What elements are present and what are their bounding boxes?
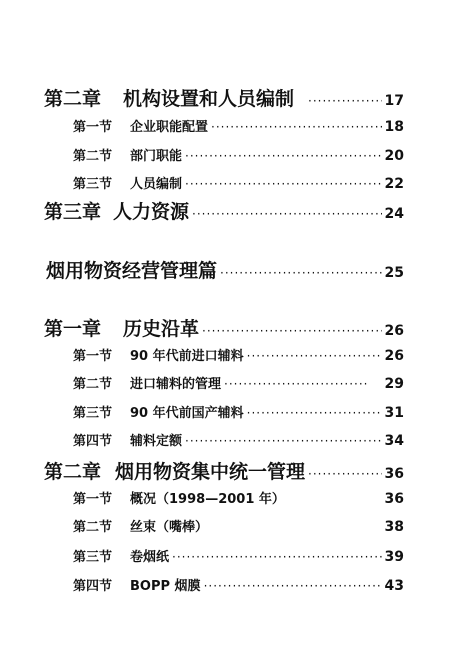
page-number: 29 — [384, 376, 404, 392]
page-number: 36 — [384, 491, 404, 507]
page-number: 17 — [384, 93, 404, 109]
section-title: 进口辅料的管理 — [130, 377, 222, 392]
toc-entry-chapter-1-history — [0, 314, 450, 341]
section-number: 第二节 — [73, 149, 113, 164]
section-title: 人员编制 — [130, 177, 183, 192]
section-number: 第一节 — [73, 492, 113, 507]
toc-entry-section — [0, 145, 450, 164]
chapter-title: 历史沿革 — [123, 318, 200, 340]
section-number: 第四节 — [73, 434, 113, 449]
page-number: 43 — [384, 578, 404, 594]
dot-leader — [185, 149, 381, 163]
page-number: 39 — [384, 549, 404, 565]
chapter-number: 第三章 — [44, 201, 102, 223]
section-number: 第二节 — [73, 520, 113, 535]
dot-leader — [185, 434, 381, 448]
toc-entry-chapter-2-centralized — [0, 457, 450, 484]
page-number: 20 — [384, 148, 404, 164]
section-title: 概况（1998—2001 年） — [130, 492, 285, 507]
toc-entry-section — [0, 488, 450, 507]
dot-leader — [220, 266, 382, 280]
dot-leader — [247, 406, 382, 420]
section-title: 卷烟纸 — [130, 550, 170, 565]
section-number: 第三节 — [73, 406, 113, 421]
page-number: 34 — [384, 433, 404, 449]
section-number: 第二节 — [73, 377, 113, 392]
toc-entry-section — [0, 430, 450, 449]
toc-entry-section — [0, 116, 450, 135]
toc-entry-part — [0, 256, 450, 283]
chapter-number: 第二章 — [44, 88, 102, 110]
chapter-title: 机构设置和人员编制 — [123, 88, 295, 110]
chapter-title: 烟用物资集中统一管理 — [115, 461, 306, 483]
section-title: 90 年代前国产辅料 — [130, 406, 244, 421]
page-number: 26 — [384, 348, 404, 364]
dot-leader — [172, 550, 381, 564]
part-title: 烟用物资经营管理篇 — [46, 260, 218, 282]
toc-entry-section — [0, 516, 450, 535]
toc-entry-section — [0, 546, 450, 565]
toc-entry-chapter-2-org — [0, 84, 450, 111]
section-title: BOPP 烟膜 — [130, 579, 201, 594]
section-number: 第三节 — [73, 177, 113, 192]
dot-leader — [185, 177, 381, 191]
page-number: 25 — [384, 265, 404, 281]
page-number: 24 — [384, 206, 404, 222]
page-number: 31 — [384, 405, 404, 421]
page-number: 36 — [384, 466, 404, 482]
section-title: 部门职能 — [130, 149, 183, 164]
chapter-title: 人力资源 — [113, 201, 190, 223]
toc-entry-chapter-3 — [0, 197, 450, 224]
toc-entry-section — [0, 575, 450, 594]
dot-leader — [204, 579, 382, 593]
page-number: 22 — [384, 176, 404, 192]
dot-leader — [308, 467, 381, 481]
dot-leader — [308, 94, 381, 108]
toc-entry-section — [0, 173, 450, 192]
section-title: 辅料定额 — [130, 434, 183, 449]
dot-leader — [211, 120, 381, 134]
toc-entry-section — [0, 373, 450, 392]
section-title: 90 年代前进口辅料 — [130, 349, 244, 364]
chapter-number: 第一章 — [44, 318, 102, 340]
section-number: 第一节 — [73, 120, 113, 135]
dot-leader — [192, 207, 381, 221]
dot-leader — [224, 377, 366, 391]
section-title: 丝束（嘴棒） — [130, 520, 209, 535]
section-number: 第三节 — [73, 550, 113, 565]
toc-entry-section — [0, 345, 450, 364]
section-number: 第四节 — [73, 579, 113, 594]
dot-leader — [247, 349, 382, 363]
dot-leader — [202, 324, 381, 338]
section-title: 企业职能配置 — [130, 120, 209, 135]
section-number: 第一节 — [73, 349, 113, 364]
chapter-number: 第二章 — [44, 461, 102, 483]
page-number: 26 — [384, 323, 404, 339]
page-number: 38 — [384, 519, 404, 535]
page-number: 18 — [384, 119, 404, 135]
toc-entry-section — [0, 402, 450, 421]
